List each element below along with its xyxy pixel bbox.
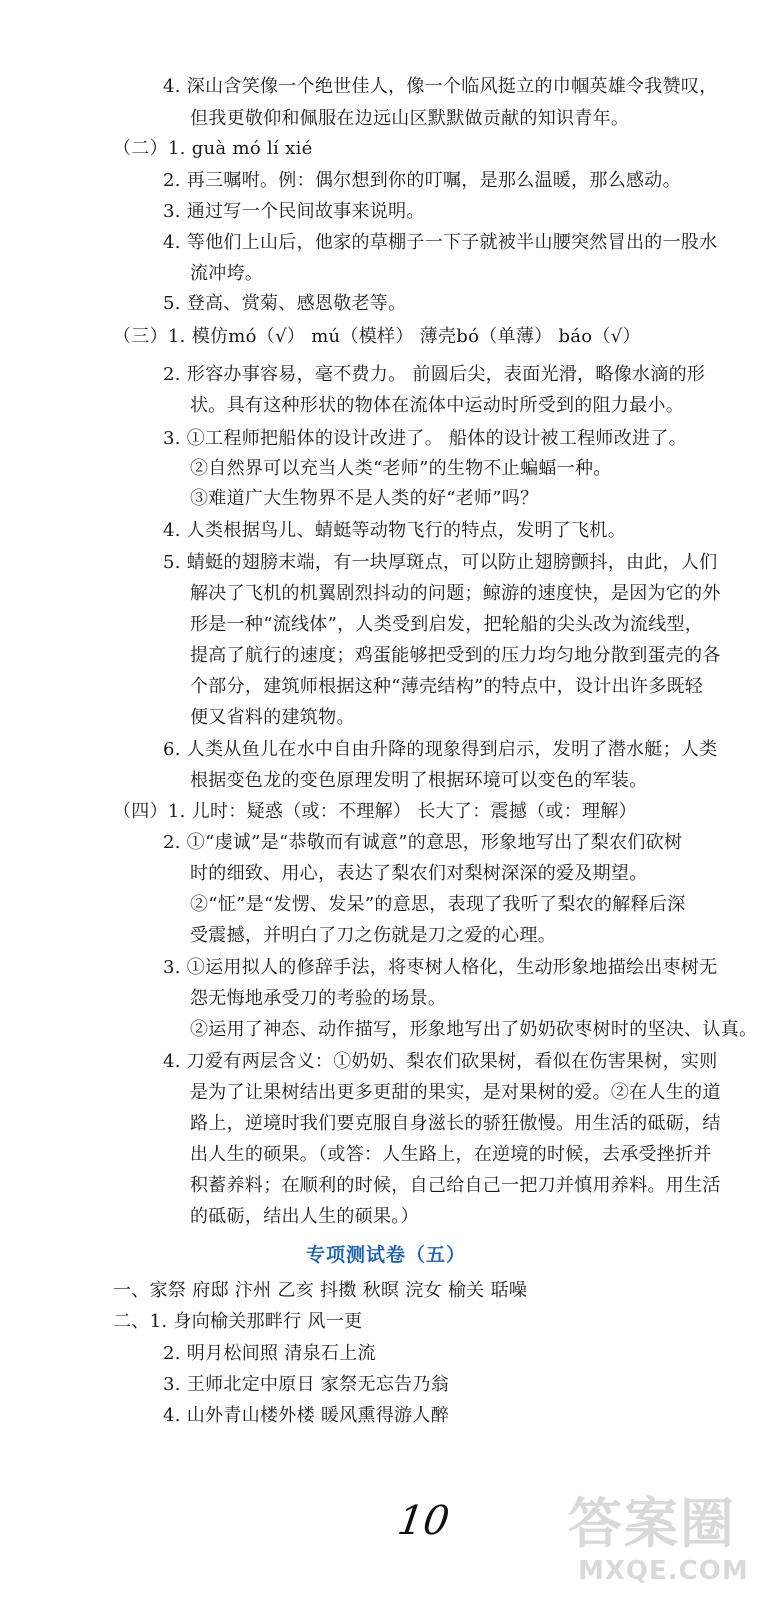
text-line: 提高了航行的速度；鸡蛋能够把受到的压力均匀地分散到蛋壳的各 bbox=[190, 645, 721, 666]
text-line: 路上，逆境时我们要克服自身滋长的骄狂傲慢。用生活的砥砺，结 bbox=[190, 1113, 721, 1134]
text-line: 4. 刀爱有两层含义：①奶奶、梨农们砍果树，看似在伤害果树，实则 bbox=[163, 1051, 718, 1072]
text-line: 个部分，建筑师根据这种“薄壳结构”的特点中，设计出许多既轻 bbox=[190, 676, 704, 697]
text-line: 2. ①“虔诚”是“恭敬而有诚意”的意思，形象地写出了梨农们砍树 bbox=[163, 832, 683, 853]
text-line: 积蓄养料；在顺利的时候，自己给自己一把刀并慎用养料。用生活 bbox=[190, 1175, 721, 1196]
text-line: 但我更敬仰和佩服在边远山区默默做贡献的知识青年。 bbox=[190, 108, 630, 129]
text-line: 流冲垮。 bbox=[190, 263, 264, 284]
text-line: 一、家祭 府邸 汴州 乙亥 抖擞 秋暝 浣女 榆关 聒噪 bbox=[113, 1280, 528, 1301]
text-line: 3. 王师北定中原日 家祭无忘告乃翁 bbox=[163, 1374, 450, 1395]
text-line: 时的细致、用心，表达了梨农们对梨树深深的爱及期望。 bbox=[190, 863, 648, 884]
text-line: 是为了让果树结出更多更甜的果实，是对果树的爱。②在人生的道 bbox=[190, 1082, 721, 1103]
text-line: 5. 蜻蜓的翅膀末端，有一块厚斑点，可以防止翅膀颤抖，由此，人们 bbox=[163, 552, 718, 573]
text-line: ②自然界可以充当人类“老师”的生物不止蝙蝠一种。 bbox=[190, 458, 612, 479]
text-line: 4. 人类根据鸟儿、蜻蜓等动物飞行的特点，发明了飞机。 bbox=[163, 520, 626, 541]
section-title: 专项测试卷（五） bbox=[305, 1244, 466, 1266]
text-line: 2. 再三嘱咐。例：偶尔想到你的叮嘱，是那么温暖，那么感动。 bbox=[163, 170, 681, 191]
text-line: 出人生的硕果。（或答：人生路上，在逆境的时候，去承受挫折并 bbox=[190, 1144, 712, 1165]
text-line: （四）1. 儿时：疑惑（或：不理解） 长大了：震撼（或：理解） bbox=[113, 801, 637, 822]
text-line: 3. ①工程师把船体的设计改进了。 船体的设计被工程师改进了。 bbox=[163, 428, 687, 449]
text-line: 根据变色龙的变色原理发明了根据环境可以变色的军装。 bbox=[190, 770, 648, 791]
text-line: 二、1. 身向榆关那畔行 风一更 bbox=[113, 1311, 363, 1332]
text-line: ②运用了神态、动作描写，形象地写出了奶奶砍枣树时的坚决、认真。 bbox=[190, 1019, 758, 1040]
watermark-logo bbox=[568, 1494, 768, 1594]
text-line: 受震撼，并明白了刀之伤就是刀之爱的心理。 bbox=[190, 925, 556, 946]
text-line: ③难道广大生物界不是人类的好“老师”吗？ bbox=[190, 488, 539, 509]
text-line: 解决了飞机的机翼剧烈抖动的问题；鲸游的速度快，是因为它的外 bbox=[190, 583, 721, 604]
text-line: （二）1. guà mó lí xié bbox=[113, 138, 313, 159]
text-line: 4. 等他们上山后，他家的草棚子一下子就被半山腰突然冒出的一股水 bbox=[163, 232, 718, 253]
text-line: 3. ①运用拟人的修辞手法，将枣树人格化，生动形象地描绘出枣树无 bbox=[163, 957, 718, 978]
watermark-text: 答案圈 bbox=[568, 1492, 736, 1555]
text-line: 形是一种“流线体”，人类受到启发，把轮船的尖头改为流线型， bbox=[190, 614, 704, 635]
text-line: 5. 登高、赏菊、感恩敬老等。 bbox=[163, 293, 407, 314]
text-line: 状。具有这种形状的物体在流体中运动时所受到的阻力最小。 bbox=[190, 395, 685, 416]
text-line: 4. 山外青山楼外楼 暖风熏得游人醉 bbox=[163, 1405, 450, 1426]
text-line: 4. 深山含笑像一个绝世佳人，像一个临风挺立的巾帼英雄令我赞叹， bbox=[163, 76, 718, 97]
text-line: 的砥砺，结出人生的硕果。） bbox=[190, 1206, 419, 1227]
text-line: （三）1. 模仿mó（√） mú（模样） 薄壳bó（单薄） báo（√） bbox=[113, 326, 641, 347]
text-line: 3. 通过写一个民间故事来说明。 bbox=[163, 201, 425, 222]
text-line: 便又省料的建筑物。 bbox=[190, 707, 355, 728]
text-line: 6. 人类从鱼儿在水中自由升降的现象得到启示，发明了潜水艇；人类 bbox=[163, 739, 718, 760]
text-line: 2. 形容办事容易，毫不费力。 前圆后尖，表面光滑，略像水滴的形 bbox=[163, 364, 706, 385]
text-line: 2. 明月松间照 清泉石上流 bbox=[163, 1343, 376, 1364]
watermark-domain: MXQE.COM bbox=[578, 1556, 749, 1586]
page-number: 10 bbox=[394, 1498, 453, 1544]
text-line: ②“怔”是“发愣、发呆”的意思，表现了我听了梨农的解释后深 bbox=[190, 894, 686, 915]
text-line: 怨无悔地承受刀的考验的场景。 bbox=[190, 988, 447, 1009]
